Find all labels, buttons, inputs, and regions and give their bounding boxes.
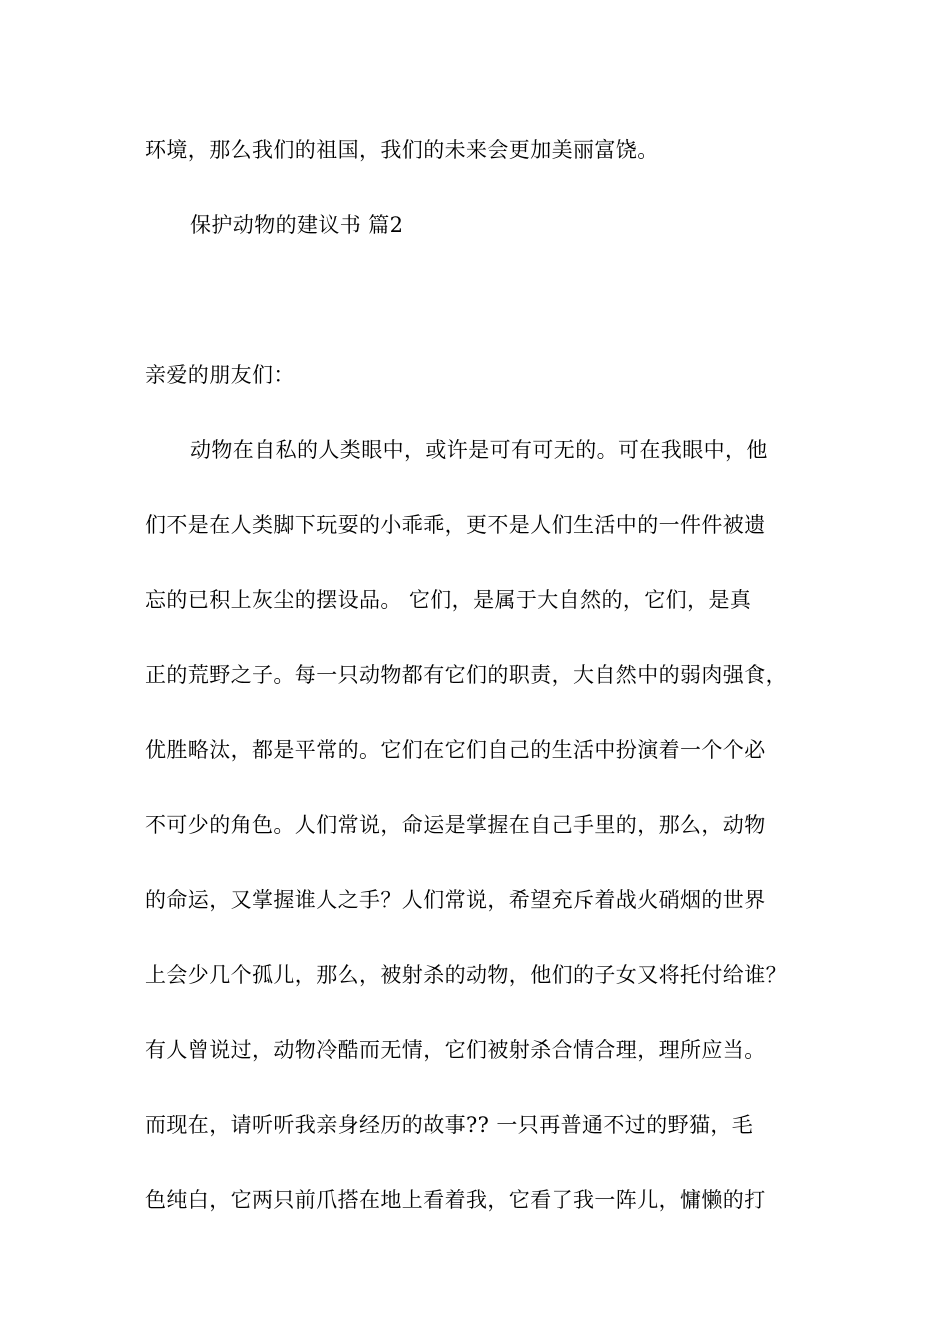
paragraph-line-2: 们不是在人类脚下玩耍的小乖乖，更不是人们生活中的一件件被遗 [145,513,766,537]
paragraph-line-11: 色纯白，它两只前爪搭在地上看着我，它看了我一阵儿，慵懒的打 [145,1188,766,1212]
paragraph-line-8: 上会少几个孤儿，那么，被射杀的动物，他们的子女又将托付给谁？ [145,963,787,987]
paragraph-line-5: 优胜略汰，都是平常的。它们在它们自己的生活中扮演着一个个必 [145,738,766,762]
paragraph-line-10: 而现在，请听听我亲身经历的故事?? 一只再普通不过的野猫，毛 [145,1113,754,1137]
paragraph-line-9: 有人曾说过，动物冷酷而无情，它们被射杀合情合理，理所应当。 [145,1038,766,1062]
section-heading: 保护动物的建议书 篇2 [190,213,404,237]
salutation: 亲爱的朋友们： [145,363,295,387]
paragraph-line-4: 正的荒野之子。每一只动物都有它们的职责，大自然中的弱肉强食， [145,663,787,687]
paragraph-line-1: 动物在自私的人类眼中，或许是可有可无的。可在我眼中，他 [190,438,768,462]
paragraph-line-7: 的命运，又掌握谁人之手？人们常说，希望充斥着战火硝烟的世界 [145,888,766,912]
paragraph-line-6: 不可少的角色。人们常说，命运是掌握在自己手里的，那么，动物 [145,813,766,837]
text-line-1: 环境，那么我们的祖国，我们的未来会更加美丽富饶。 [145,138,659,162]
paragraph-line-3: 忘的已积上灰尘的摆设品。 它们，是属于大自然的，它们，是真 [145,588,752,612]
